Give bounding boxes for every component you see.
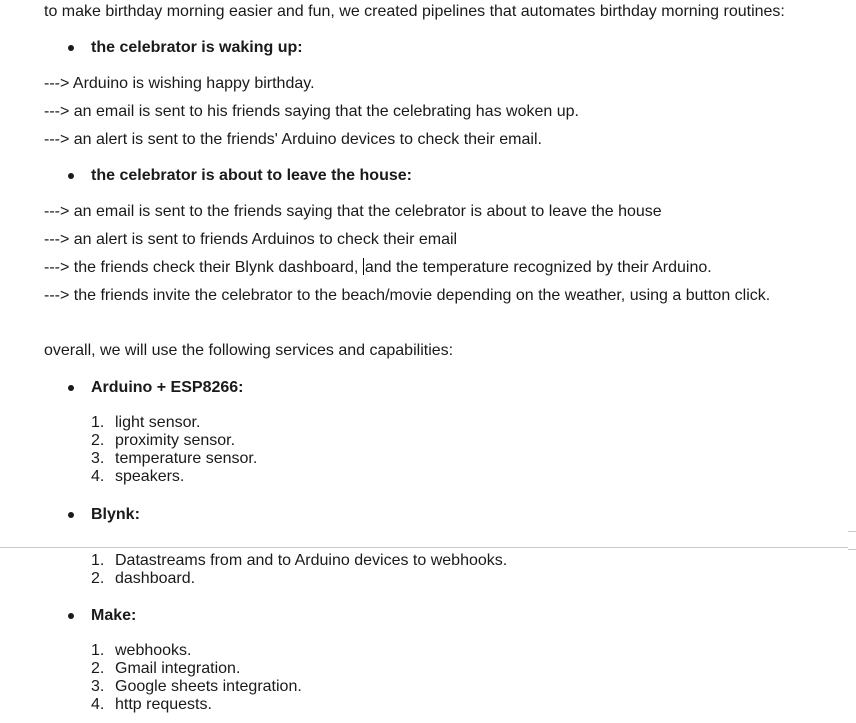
scenario-step: ---> an alert is sent to friends Arduinos to check their email xyxy=(44,231,458,248)
overall-paragraph: overall, we will use the following services and capabilities: xyxy=(44,342,454,359)
service-heading-arduino: Arduino + ESP8266: xyxy=(91,379,244,396)
list-number: 3. xyxy=(91,678,105,695)
list-item: dashboard. xyxy=(115,570,196,587)
list-number: 3. xyxy=(91,450,105,467)
list-item: proximity sensor. xyxy=(115,432,236,449)
scenario-step: ---> Arduino is wishing happy birthday. xyxy=(44,75,315,92)
list-item: Gmail integration. xyxy=(115,660,241,677)
list-item: temperature sensor. xyxy=(115,450,258,467)
bullet-dot xyxy=(68,45,74,51)
scenario-step: ---> an alert is sent to the friends' Arduino devices to check their email. xyxy=(44,131,542,148)
bullet-dot xyxy=(68,613,74,619)
list-item: Google sheets integration. xyxy=(115,678,302,695)
list-number: 4. xyxy=(91,468,105,485)
page-edge-mark xyxy=(848,531,856,532)
list-number: 1. xyxy=(91,414,105,431)
list-item: webhooks. xyxy=(115,642,192,659)
scenario-step: ---> an email is sent to the friends saying that the celebrator is about to leave the house xyxy=(44,203,662,220)
list-item: Datastreams from and to Arduino devices to webhooks. xyxy=(115,552,508,569)
scenario-step: ---> the friends invite the celebrator to the beach/movie depending on the weather, using a button click. xyxy=(44,287,771,304)
service-heading-blynk: Blynk: xyxy=(91,506,140,523)
list-number: 2. xyxy=(91,570,105,587)
step-text-after-caret: and the temperature recognized by their Arduino. xyxy=(364,259,712,276)
bullet-dot xyxy=(68,385,74,391)
list-item: speakers. xyxy=(115,468,185,485)
list-number: 1. xyxy=(91,642,105,659)
service-heading-make: Make: xyxy=(91,607,137,624)
bullet-dot xyxy=(68,512,74,518)
list-item: light sensor. xyxy=(115,414,201,431)
scenario-step: ---> an email is sent to his friends saying that the celebrating has woken up. xyxy=(44,103,579,120)
list-number: 4. xyxy=(91,696,105,713)
list-number: 2. xyxy=(91,432,105,449)
scenario-leaving-heading: the celebrator is about to leave the house: xyxy=(91,167,412,184)
scenario-waking-up-heading: the celebrator is waking up: xyxy=(91,39,303,56)
list-number: 2. xyxy=(91,660,105,677)
bullet-dot xyxy=(68,173,74,179)
step-text-before-caret: ---> the friends check their Blynk dashboard, xyxy=(44,259,363,276)
list-number: 1. xyxy=(91,552,105,569)
intro-paragraph: to make birthday morning easier and fun, we created pipelines that automates birthday morning routines: xyxy=(44,3,785,20)
scenario-step-with-caret xyxy=(44,258,712,278)
page-break-line xyxy=(0,547,848,548)
text-cursor xyxy=(363,258,364,275)
list-item: http requests. xyxy=(115,696,212,713)
page-edge-mark xyxy=(848,549,856,550)
